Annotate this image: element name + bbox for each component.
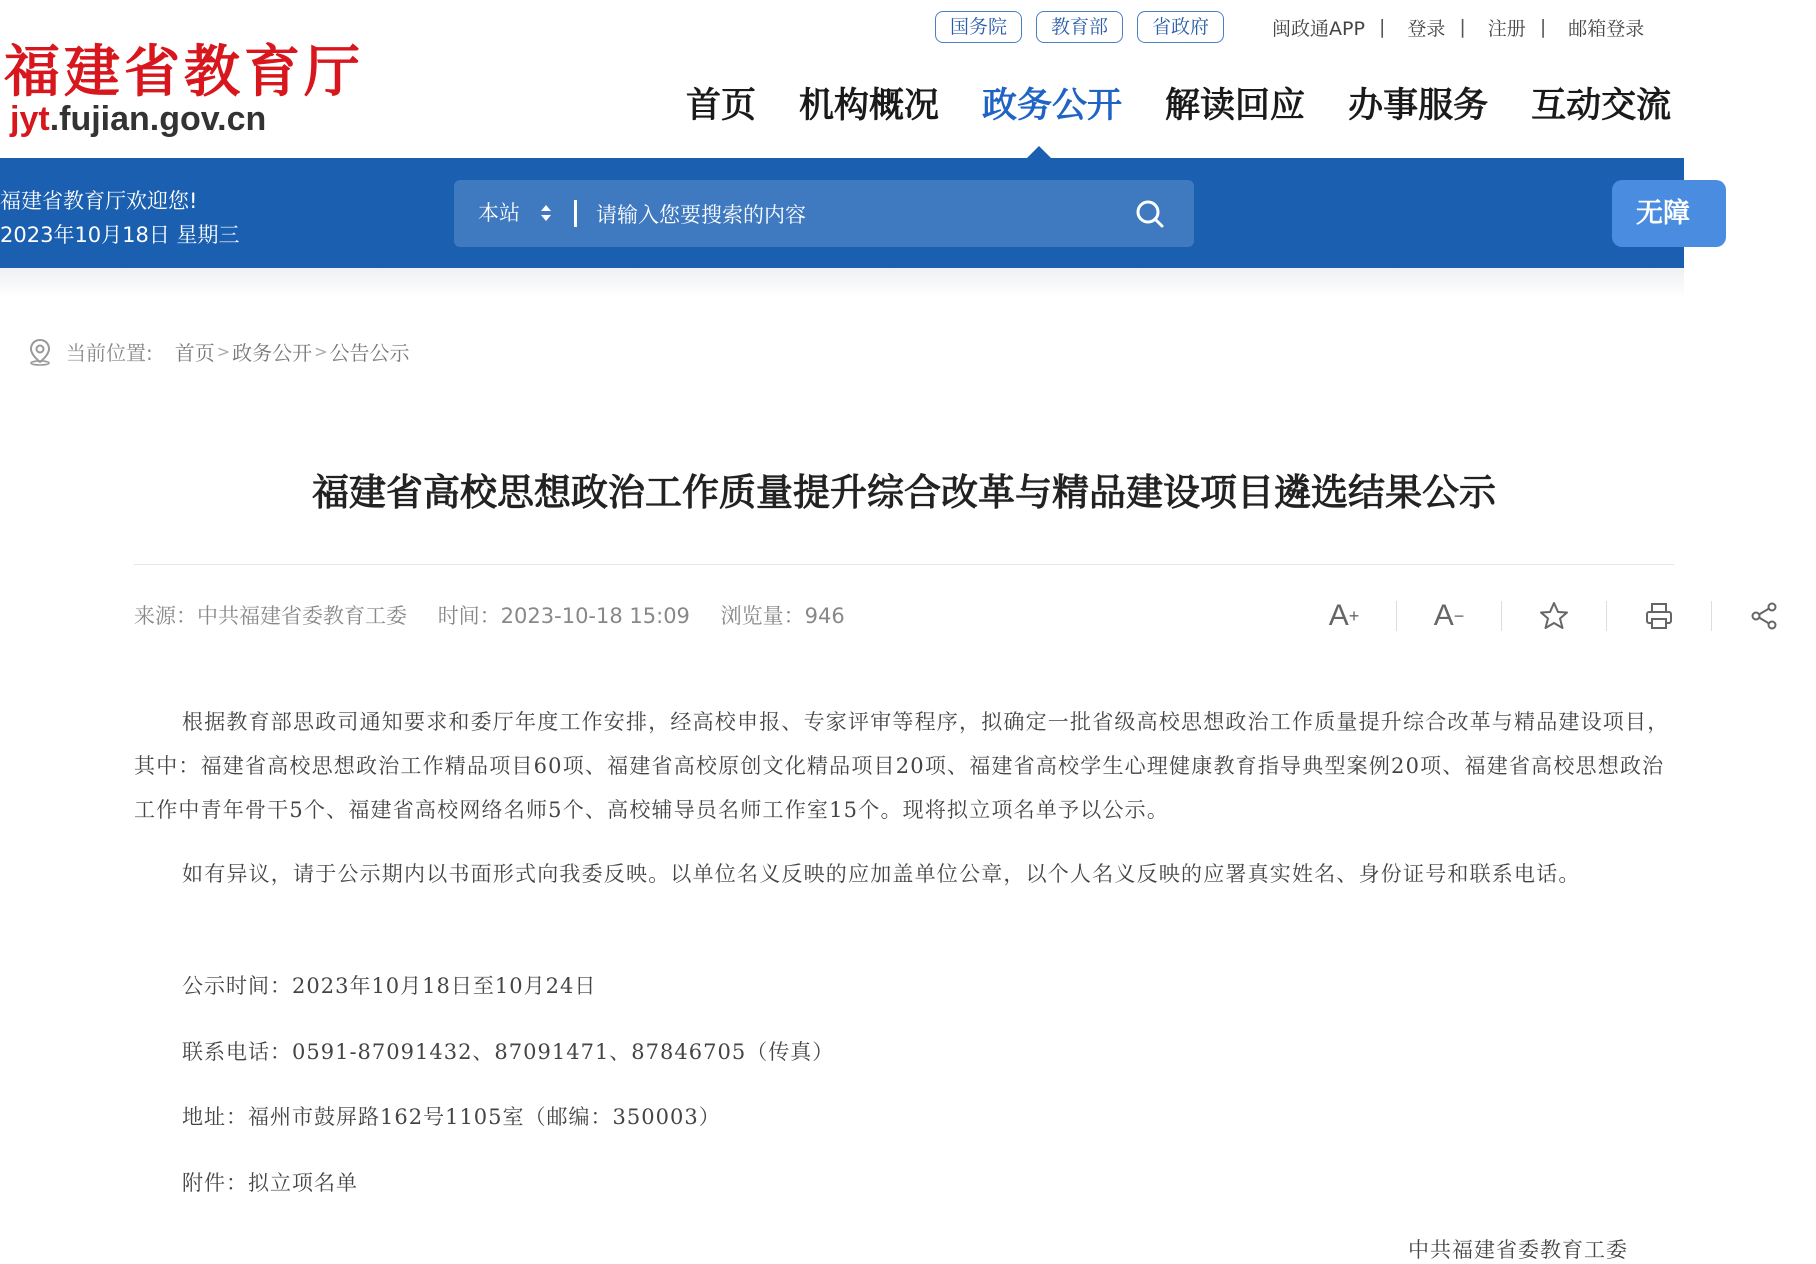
- divider: |: [1459, 16, 1466, 38]
- breadcrumb-gov-affairs[interactable]: 政务公开: [232, 341, 313, 365]
- attachment-link[interactable]: 附件：拟立项名单: [182, 1171, 358, 1195]
- contact-phone: 联系电话：0591-87091432、87091471、87846705（传真）: [182, 1040, 835, 1064]
- nav-services[interactable]: 办事服务: [1348, 86, 1489, 126]
- breadcrumb-home[interactable]: 首页: [174, 341, 215, 365]
- search-box: [454, 180, 1194, 247]
- divider: |: [1378, 16, 1386, 38]
- search-icon[interactable]: [1134, 198, 1166, 230]
- font-decrease-button[interactable]: A −: [1433, 599, 1465, 632]
- font-increase-button[interactable]: A +: [1328, 599, 1360, 632]
- tool-divider: [1606, 601, 1607, 631]
- article-time: 时间：2023-10-18 15:09: [437, 604, 690, 628]
- divider: |: [1539, 16, 1547, 38]
- tool-divider: [1711, 601, 1712, 631]
- breadcrumb-label: 当前位置:: [66, 341, 153, 365]
- breadcrumb-announcements[interactable]: 公告公示: [329, 341, 410, 365]
- nav-interaction[interactable]: 互动交流: [1531, 86, 1672, 126]
- article-meta: [134, 600, 869, 630]
- updown-arrow-icon[interactable]: [540, 202, 552, 224]
- search-scope-select[interactable]: 本站: [478, 201, 520, 225]
- link-mzt-app[interactable]: 闽政通APP: [1272, 17, 1365, 40]
- nav-interpretation[interactable]: 解读回应: [1165, 86, 1306, 126]
- mail-login-link[interactable]: 邮箱登录: [1568, 17, 1645, 40]
- search-divider: [574, 200, 577, 227]
- site-url-prefix: jyt: [10, 100, 50, 138]
- article-body: [134, 700, 1674, 896]
- site-logo[interactable]: 福建省教育厅: [4, 39, 364, 105]
- breadcrumb: [28, 337, 410, 366]
- accessibility-button[interactable]: 无障: [1612, 180, 1726, 247]
- article-tools: [1318, 596, 1816, 636]
- site-header: [0, 0, 1684, 158]
- article-signer: 中共福建省委教育工委: [1408, 1238, 1628, 1262]
- date-line: 2023年10月18日 星期三: [0, 223, 240, 247]
- breadcrumb-separator: >: [314, 342, 328, 361]
- print-icon: [1643, 600, 1675, 632]
- paragraph-objection: 如有异议，请于公示期内以书面形式向我委反映。以单位名义反映的应加盖单位公章，以个人名义反映的应署真实姓名、身份证号和联系电话。: [182, 862, 1581, 886]
- article-views: 浏览量：946: [720, 604, 845, 628]
- login-link[interactable]: 登录: [1407, 17, 1446, 40]
- tool-divider: [1396, 601, 1397, 631]
- top-links: [935, 10, 1644, 44]
- register-link[interactable]: 注册: [1487, 17, 1526, 40]
- tool-divider: [1501, 601, 1502, 631]
- site-url-rest: .fujian.gov.cn: [49, 100, 267, 138]
- contact-address: 地址：福州市鼓屏路162号1105室（邮编：350003）: [182, 1105, 721, 1129]
- article-title: 福建省高校思想政治工作质量提升综合改革与精品建设项目遴选结果公示: [312, 471, 1496, 514]
- welcome-line: 福建省教育厅欢迎您!: [0, 189, 198, 213]
- paragraph-intro: 根据教育部思政司通知要求和委厅年度工作安排，经高校申报、专家评审等程序，拟确定一批省级高校思想政治工作质量提升综合改革与精品建设项目，其中：福建省高校思想政治工作精品项目60项、福建省高校原创文化精品项目20项、福建省高校学生心理健康教育指导典型案例20项、福建省高校思想政治工作中青年骨干5个、福建省高校网络名师5个、高校辅导员名师工作室15个。现将拟立项名单予以公示。: [134, 710, 1670, 822]
- print-button[interactable]: [1633, 596, 1685, 636]
- nav-gov-affairs[interactable]: 政务公开: [982, 86, 1123, 126]
- location-pin-icon: [28, 338, 52, 366]
- breadcrumb-separator: >: [216, 342, 231, 361]
- welcome-text: [0, 184, 240, 252]
- band-shadow: [0, 268, 1684, 298]
- share-icon: [1748, 600, 1780, 632]
- search-input[interactable]: [594, 180, 1118, 249]
- star-icon: [1538, 600, 1570, 632]
- article-source: 来源：中共福建省委教育工委: [134, 604, 407, 628]
- site-url: [10, 100, 266, 139]
- link-province-gov[interactable]: 省政府: [1137, 11, 1224, 43]
- nav-active-indicator: [1026, 146, 1052, 159]
- nav-organization[interactable]: 机构概况: [799, 86, 940, 126]
- main-nav: [686, 78, 1714, 128]
- nav-home[interactable]: 首页: [686, 86, 757, 126]
- favorite-button[interactable]: [1528, 596, 1580, 636]
- title-divider: [134, 564, 1674, 565]
- link-ministry-education[interactable]: 教育部: [1036, 11, 1123, 43]
- share-button[interactable]: [1738, 596, 1790, 636]
- link-state-council[interactable]: 国务院: [935, 11, 1022, 43]
- announcement-period: 公示时间：2023年10月18日至10月24日: [182, 974, 597, 998]
